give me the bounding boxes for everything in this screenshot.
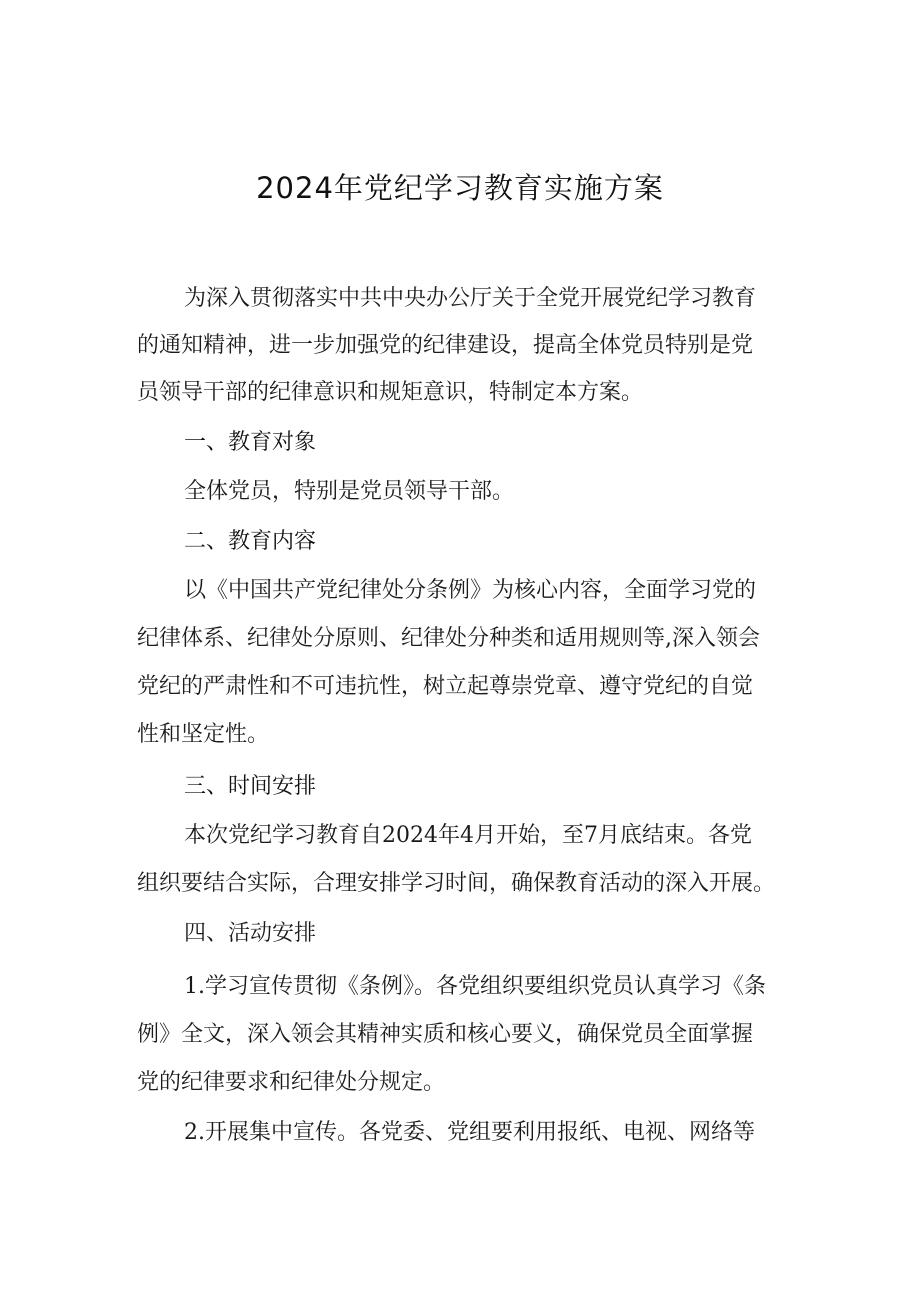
item1-line-2: 例》全文，深入领会其精神实质和核心要义，确保党员全面掌握 xyxy=(137,1022,754,1047)
section-heading-2: 二、教育内容 xyxy=(184,529,317,554)
item1-line-1: 1.学习宣传贯彻《条例》。各党组织要组织党员认真学习《条 xyxy=(184,974,766,999)
section-heading-4: 四、活动安排 xyxy=(184,921,317,946)
section2-line-2: 纪律体系、纪律处分原则、纪律处分种类和适用规则等,深入领会 xyxy=(137,626,760,651)
section-heading-1: 一、教育对象 xyxy=(184,430,317,455)
section-heading-3: 三、时间安排 xyxy=(184,774,317,799)
section2-line-3: 党纪的严肃性和不可违抗性，树立起尊崇党章、遵守党纪的自觉 xyxy=(137,674,754,699)
item1-line-3: 党的纪律要求和纪律处分规定。 xyxy=(137,1070,446,1095)
section3-line-1: 本次党纪学习教育自2024年4月开始，至7月底结束。各党 xyxy=(184,823,752,848)
section3-line-2: 组织要结合实际，合理安排学习时间，确保教育活动的深入开展。 xyxy=(137,871,776,896)
section1-line-1: 全体党员，特别是党员领导干部。 xyxy=(184,479,515,504)
intro-line-1: 为深入贯彻落实中共中央办公厅关于全党开展党纪学习教育 xyxy=(184,286,757,311)
document-title: 2024年党纪学习教育实施方案 xyxy=(256,171,664,205)
intro-line-3: 员领导干部的纪律意识和规矩意识，特制定本方案。 xyxy=(137,380,644,405)
section2-line-4: 性和坚定性。 xyxy=(137,722,270,747)
item2-line-1: 2.开展集中宣传。各党委、党组要利用报纸、电视、网络等 xyxy=(184,1120,755,1145)
intro-line-2: 的通知精神，进一步加强党的纪律建设，提高全体党员特别是党 xyxy=(137,333,754,358)
section2-line-1: 以《中国共产党纪律处分条例》为核心内容，全面学习党的 xyxy=(184,578,757,603)
